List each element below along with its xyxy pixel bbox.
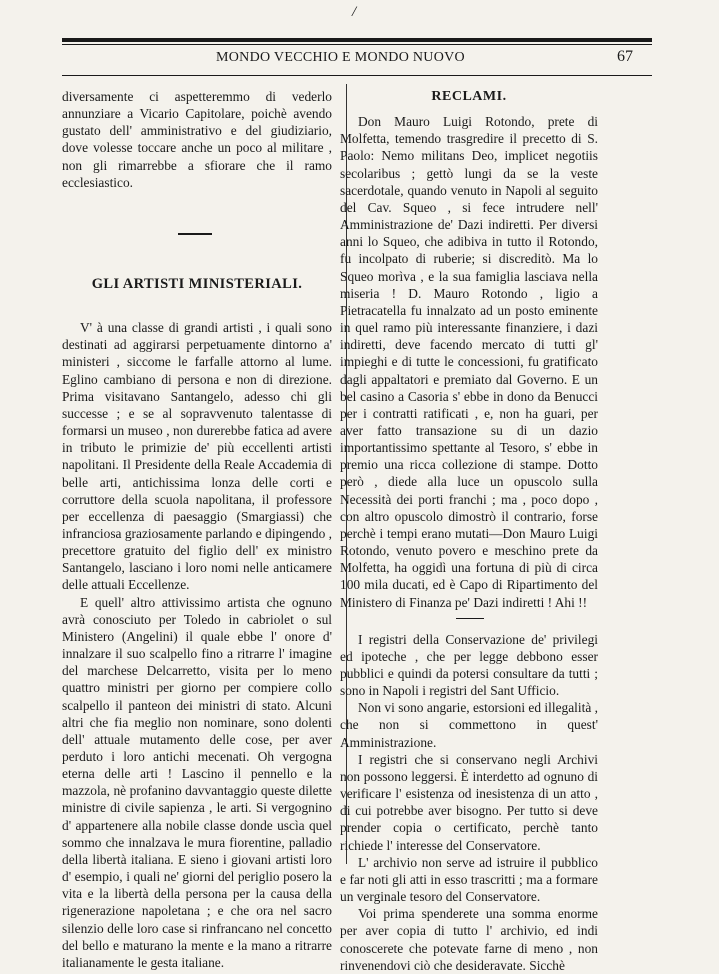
header-thin-rule	[62, 44, 652, 45]
header-bottom-rule	[62, 75, 652, 76]
page-mark: /	[352, 4, 357, 20]
reclami-paragraph-6: Voi prima spenderete una somma enorme per aver copia di tutto l' archivio, ed indi conoscerete che potevate farne di meno , non rinvenendovi ciò che desideravate. Sicchè	[340, 906, 598, 973]
reclami-title-text: RECLAMI.	[431, 89, 507, 104]
continuation-paragraph: diversamente ci aspetteremmo di vederlo annunziare a Vicario Capitolare, poichè avendo gustato dell' amministrativo e del giudiziario, dove volesse toccare anche un poco al militare , non gli rimarrebbe a sfiorare che il ramo ecclesiastico.	[62, 89, 332, 190]
page-number: 67	[617, 48, 633, 65]
reclami-paragraph-2: I registri della Conservazione de' privilegi ed ipoteche , che per legge debbono esser pubblici e quindi da potersi consultare da tutti ; sono in Napoli i registri del Sant Ufficio.	[340, 631, 598, 699]
right-column	[340, 88, 598, 974]
reclami-paragraph-4: I registri che si conservano negli Archivi non possono leggersi. È interdetto ad ognuno di verificare l' esistenza od inesistenza di un atto , di cui potrebbe aver bisogno. Per tutto si deve prender copia o certificato, perchè tanto richiede l' interesse del Conservatore.	[340, 751, 598, 853]
reclami-paragraph-5: L' archivio non serve ad istruire il pubblico e far noti gli atti in esso trascritti ; ma a formare un verginale tesoro del Conservatore.	[340, 854, 598, 905]
left-column	[62, 88, 332, 971]
section-title-artisti: GLI ARTISTI MINISTERIALI.	[91, 275, 303, 292]
section-title-reclami	[340, 88, 598, 105]
artisti-paragraph-2: E quell' altro attivissimo artista che ognuno avrà conosciuto per Toledo in cabriolet o sul Ministero (Angelini) il quale ebbe l' onore d' innalzare il suo scalpello fino a ritrarre l' imagine del marchese Delcarretto, visita per lo meno quattro ministri per giorno per compiere collo scalpello il panteon dei ministri di stato. Alcuni altri che fia meglio non nominare, sono dolenti dell' attuale mutamento delle cose, per aver perduto i loro antichi mecenati. Oh vergogna eterna delle arti ! Lascino il pennello e la mazzola, nè profanino davvantaggio queste dilette ministre di civile sapienza , le arti. Si vergognino d' appartenere alla nobile classe donde uscìa quel sommo che innalzava le mura fiorentine, palladio della libertà italiana. E sieno i giovani artisti loro d' esempio, i quali ne' giorni del periglio posero la vita e la libertà della persona per la causa della rigenerazione napoletana ; e che ora nel sacro silenzio delle loro case si rinfrancano nel concetto del bello e maturano la mente e la mano a ritrarre italianamente le gesta italiane.	[62, 594, 332, 970]
reclami-separator	[340, 611, 598, 631]
artisti-paragraph-1: V' à una classe di grandi artisti , i quali sono destinati ad aggirarsi perpetuamente dintorno a' ministeri , siccome le farfalle attorno al lume. Eglino cambiano di persona e non di direzione. Prima visitavano Santangelo, adesso chi gli successe ; e se al sopravvenuto talentasse di formarsi un museo , non durerebbe fatica ad avere in tributo le primizie de' più eccellenti artisti napolitani. Il Presidente della Reale Accademia di belle arti, antichissima lonza delle corti e corruttore della scuola napolitana, il professore per eccellenza di paesaggio (Smargiassi) che infranciosa graziosamente parlando e dipingendo , precettore gratuito del figlio dell' ex ministro Santangelo, lasciano i loro nomi nelle anticamere delle attuali Eccellenze.	[62, 320, 332, 593]
reclami-paragraph-3: Non vi sono angarie, estorsioni ed illegalità , che non si commettono in quest' Amministrazione.	[340, 700, 598, 750]
reclami-paragraph-1: Don Mauro Luigi Rotondo, prete di Molfetta, temendo trasgredire il precetto di S. Paolo: Nemo militans Deo, implicet negotiis secolaribus ; gettò lungi da se la veste sacerdotale, quando venuto in Napoli al seguito del Cav. Squeo , si fece intrudere nell' Amministrazione de' Dazi indiretti. Per diversi anni lo Squeo, che adibiva in tutto il Rotondo, fu incolpato di ruberie; si discreditò. Ma lo Squeo morìva , e la sua famiglia lasciava nella miseria ! D. Mauro Rotondo , ligio a Pietracatella fu innalzato ad un posto eminente in quel ramo più interessante finanziere, i dazi indiretti, deve facendo mercato di tutti gl' impieghi e di tutte le concessioni, fu gratificato dagli appaltatori e premiato dal Governo. E un bel casino a Casoria s' ebbe in dono da Benucci per i contratti ratificati , e, non ha guari, per aver fatto transazione su di un dazio importantissimo spettante al Tesoro, s' ebbe in premio una ricca collezione di stampe. Dotto però , diede alla luce un opuscolo sulla Necessità dei porti franchi ; ma , poco dopo , con altro opuscolo dimostrò il contrario, forse perchè i tempi erano mutati—Don Mauro Luigi Rotondo, venuto povero e meschino prete da Molfetta, ha oggidì una fortuna di più di circa 100 mila ducati, ed è Capo di Ripartimento del Ministero di Finanza pe' Dazi indiretti ! Ahi !!	[340, 114, 598, 610]
running-head: MONDO VECCHIO E MONDO NUOVO	[216, 50, 465, 65]
header-thick-rule	[62, 38, 652, 42]
section-separator	[62, 191, 332, 251]
